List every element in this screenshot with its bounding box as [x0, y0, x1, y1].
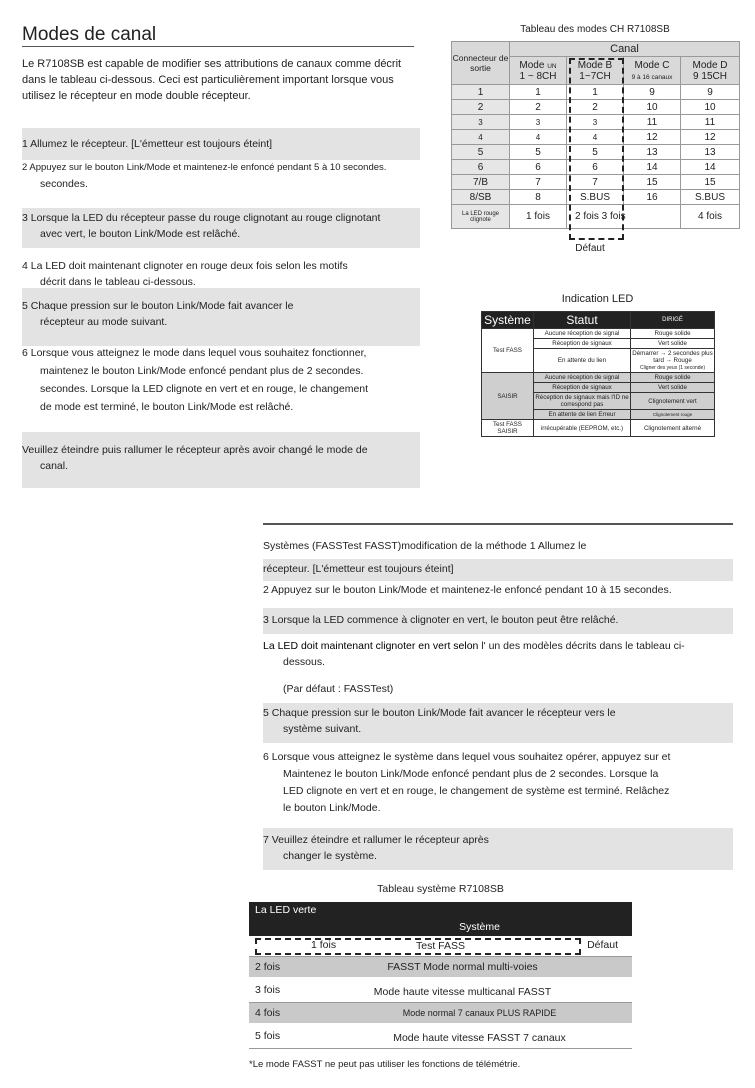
sys-step-1: récepteur. [L'émetteur est toujours éteint] — [263, 559, 733, 581]
table-row: 3 3 3 11 11 — [452, 115, 740, 130]
step-text-cont: avec vert, le bouton Link/Mode est relâché. — [40, 228, 241, 240]
step-2 — [22, 160, 420, 192]
statut-header: Statut — [534, 312, 631, 329]
mode-b-header: Mode B 1~7CH — [567, 57, 624, 85]
section-divider — [263, 523, 733, 525]
led-table — [481, 311, 715, 437]
default-system-highlight — [255, 938, 581, 955]
table-row: 5 fois Mode haute vitesse FASST 7 canaux — [249, 1023, 632, 1049]
table-row: 7/B 7 7 15 15 — [452, 175, 740, 190]
table-row: 5 5 5 13 13 — [452, 145, 740, 160]
table-row: Test FASS Aucune réception de signal Rouge solide — [482, 329, 715, 339]
step-text-cont: secondes. — [40, 178, 88, 190]
footnote: *Le mode FASST ne peut pas utiliser les fonctions de télémétrie. — [249, 1059, 521, 1070]
saisir-group: SAISIR — [482, 373, 534, 420]
sys-table — [249, 902, 632, 1049]
table-row: 1 fois Test FASS Défaut — [249, 936, 632, 957]
sys-table-caption: Tableau système R7108SB — [377, 883, 504, 895]
sys-intro-line: Systèmes (FASSTest FASST)modification de la méthode 1 Allumez le — [263, 540, 587, 552]
sys-default-note: (Par défaut : FASSTest) — [283, 683, 394, 695]
table-row: 2 2 2 10 10 — [452, 100, 740, 115]
table-row: 8/SB 8 S.BUS 16 S.BUS — [452, 190, 740, 205]
canal-header: Canal — [510, 42, 740, 57]
default-label: Défaut — [575, 243, 605, 254]
table-row: En attente de lien Erreur Clignotement rouge — [482, 410, 715, 420]
step-text: 2 Appuyez sur le bouton Link/Mode et maintenez-le enfoncé pendant 5 à 10 secondes. — [22, 162, 387, 173]
table-row: Réception de signaux Vert solide — [482, 339, 715, 349]
step-5 — [22, 288, 420, 346]
table-row: SAISIR Aucune réception de signal Rouge solide — [482, 373, 715, 383]
table-row: Test FASS SAISIR irrécupérable (EEPROM, etc.) Clignotement alterné — [482, 420, 715, 437]
test-fass-saisir-group: Test FASS SAISIR — [482, 420, 534, 437]
step-text-cont: canal. — [40, 460, 69, 472]
step-6 — [22, 344, 420, 416]
sys-step-7: 7 Veuillez éteindre et rallumer le récepteur après changer le système. — [263, 828, 733, 870]
led-table-caption: Indication LED — [561, 293, 634, 305]
dirige-header: DIRIGÉ — [631, 312, 715, 329]
step-text: Veuillez éteindre puis rallumer le récepteur après avoir changé le mode de — [22, 444, 368, 456]
led-verte-header: La LED verte — [249, 902, 327, 936]
table-row: En attente du lien Démarrer → 2 secondes plus tard → Rouge Cligner des yeux (1 seconde) — [482, 349, 715, 373]
step-text: 5 Chaque pression sur le bouton Link/Mode fait avancer le — [22, 300, 294, 312]
table-row: Réception de signaux mais l'ID ne correspond pas Clignotement vert — [482, 393, 715, 410]
default-mode-highlight — [569, 58, 624, 240]
step-text: 4 La LED doit maintenant clignoter en rouge deux fois selon les motifs — [22, 260, 348, 272]
intro-paragraph: Le R7108SB est capable de modifier ses attributions de canaux comme décrit dans le tableau ci-dessous. Ceci est particulièrement important lorsque vous utilisez le récepteur en mode double récepteur. — [22, 58, 402, 102]
table-row: 4 fois Mode normal 7 canaux PLUS RAPIDE — [249, 1003, 632, 1024]
step-text-cont: maintenez le bouton Link/Mode enfoncé pendant plus de 2 secondes. — [40, 365, 364, 377]
step-text-cont: de mode est terminé, le bouton Link/Mode est relâché. — [40, 401, 294, 413]
table-row: 4 4 4 12 12 — [452, 130, 740, 145]
step-3 — [22, 208, 420, 248]
step-text: 6 Lorsque vous atteignez le mode dans lequel vous souhaitez fonctionner, — [22, 347, 367, 359]
step-text-cont: secondes. Lorsque la LED clignote en vert et en rouge, le changement — [40, 383, 369, 395]
table-row: 1 1 1 9 9 — [452, 85, 740, 100]
mode-table-caption: Tableau des modes CH R7108SB — [520, 24, 670, 35]
title-divider — [22, 46, 414, 47]
section-title: Modes de canal — [22, 24, 157, 45]
mode-a-header: Mode UN 1 ~ 8CH — [510, 57, 567, 85]
sys-step-4: La LED doit maintenant clignoter en vert selon l' un des modèles décrits dans le tableau ci- dessous. — [263, 640, 685, 668]
sys-step-3: 3 Lorsque la LED commence à clignoter en vert, le bouton peut être relâché. — [263, 608, 733, 634]
step-text-cont: décrit dans le tableau ci-dessous. — [40, 276, 196, 288]
final-note — [22, 432, 420, 488]
table-row: 6 6 6 14 14 — [452, 160, 740, 175]
table-row: 3 fois Mode haute vitesse multicanal FASST — [249, 977, 632, 1003]
sys-step-6: 6 Lorsque vous atteignez le système dans lequel vous souhaitez opérer, appuyez sur et Maintenez le bouton Link/Mode enfoncé pendant plus de 2 secondes. Lorsque la LED clignote en vert et en rouge, le changement de système est terminé. Relâchez le bouton Link/Mode. — [263, 751, 671, 814]
mode-d-header: Mode D 9 15CH — [681, 57, 740, 85]
step-text: 1 Allumez le récepteur. [L'émetteur est toujours éteint] — [22, 138, 273, 150]
step-text: 3 Lorsque la LED du récepteur passe du rouge clignotant au rouge clignotant — [22, 212, 381, 224]
sys-step-5: 5 Chaque pression sur le bouton Link/Mode fait avancer le récepteur vers le système suivant. — [263, 703, 733, 743]
output-connector-header: Connecteur de sortie — [452, 42, 510, 85]
step-4 — [22, 258, 420, 290]
sys-step-2: 2 Appuyez sur le bouton Link/Mode et maintenez-le enfoncé pendant 10 à 15 secondes. — [263, 584, 672, 596]
table-row: Réception de signaux Vert solide — [482, 383, 715, 393]
step-1 — [22, 128, 420, 160]
systeme-header: Système — [327, 902, 632, 936]
table-row: 2 fois FASST Mode normal multi-voies — [249, 957, 632, 978]
step-text-cont: récepteur au mode suivant. — [40, 316, 168, 328]
led-count-row: La LED rouge clignote 1 fois 2 fois 3 fois 4 fois — [452, 205, 740, 229]
test-fass-group: Test FASS — [482, 329, 534, 373]
mode-c-header: Mode C 9 à 16 canaux — [624, 57, 681, 85]
systeme-header: Système — [482, 312, 534, 329]
